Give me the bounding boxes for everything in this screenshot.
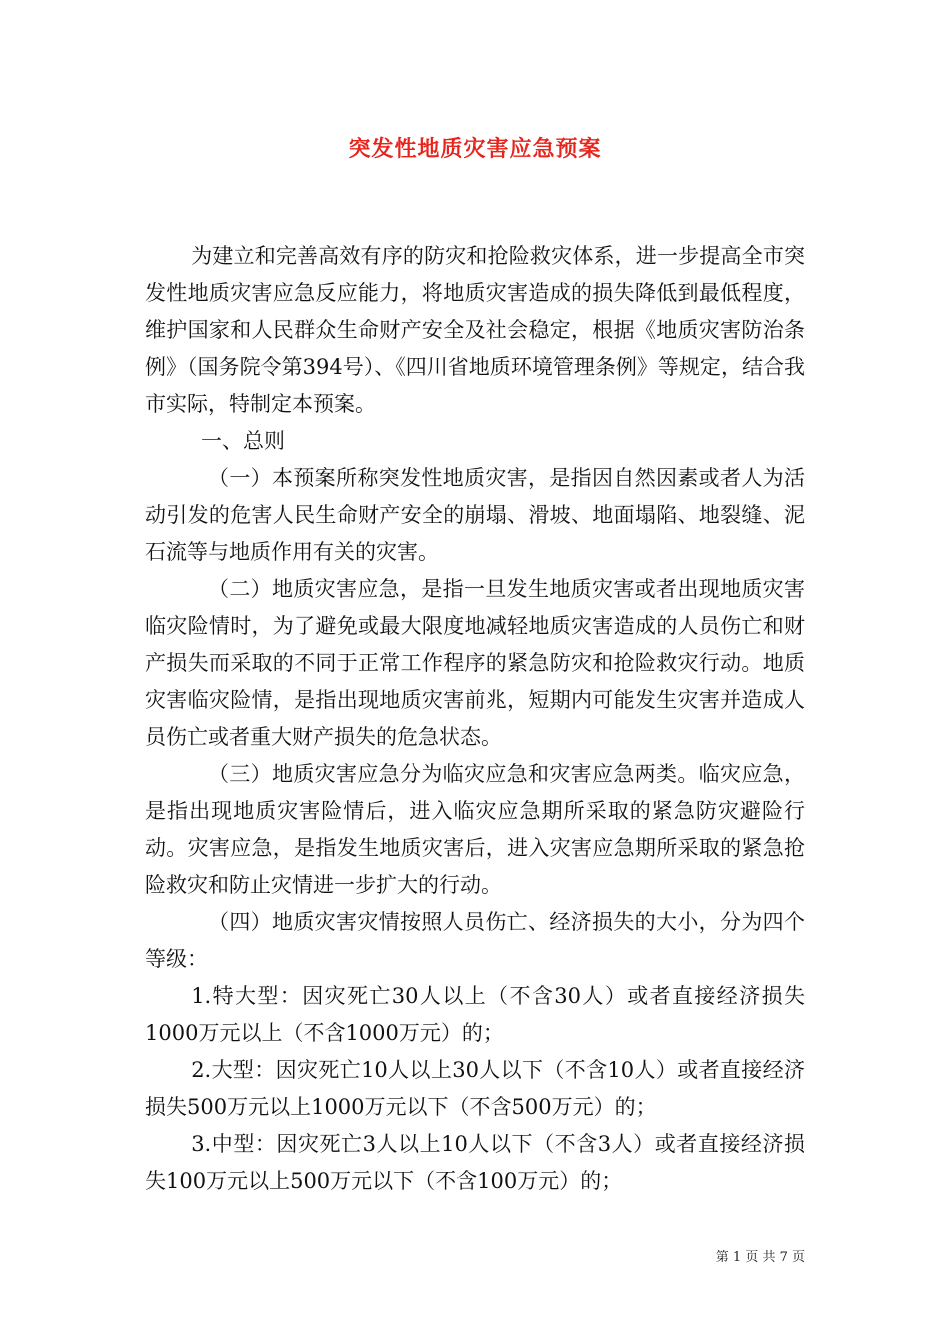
section-heading-general: 一、总则 bbox=[201, 429, 285, 453]
intro-paragraph: 为建立和完善高效有序的防灾和抢险救灾体系，进一步提高全市突发性地质灾害应急反应能力，将地质灾害造成的损失降低到最低程度，维护国家和人民群众生命财产安全及社会稳定，根据《地质灾害防治条例》（国务院令第394号）、《四川省地质环境管理条例》等规定，结合我市实际，特制定本预案。 bbox=[145, 244, 805, 416]
page-number: 第 1 页 共 7 页 bbox=[715, 1250, 805, 1265]
paragraph-levels: （四）地质灾害灾情按照人员伤亡、经济损失的大小，分为四个等级： bbox=[145, 910, 805, 971]
paragraph-emergency: （二）地质灾害应急，是指一旦发生地质灾害或者出现地质灾害临灾险情时，为了避免或最大限度地减轻地质灾害造成的人员伤亡和财产损失而采取的不同于正常工作程序的紧急防灾和抢险救灾行动。地质灾害临灾险情，是指出现地质灾害前兆，短期内可能发生灾害并造成人员伤亡或者重大财产损失的危急状态。 bbox=[145, 577, 805, 749]
list-item-level-2: 2.大型：因灾死亡10人以上30人以下（不含10人）或者直接经济损失500万元以上1000万元以下（不含500万元）的； bbox=[145, 1058, 805, 1119]
list-item-level-3: 3.中型：因灾死亡3人以上10人以下（不含3人）或者直接经济损失100万元以上500万元以下（不含100万元）的； bbox=[145, 1132, 805, 1193]
page-title: 突发性地质灾害应急预案 bbox=[348, 136, 602, 162]
list-item-level-1: 1.特大型：因灾死亡30人以上（不含30人）或者直接经济损失1000万元以上（不含1000万元）的； bbox=[145, 984, 805, 1045]
document-body bbox=[145, 238, 805, 1200]
paragraph-definition: （一）本预案所称突发性地质灾害，是指因自然因素或者人为活动引发的危害人民生命财产安全的崩塌、滑坡、地面塌陷、地裂缝、泥石流等与地质作用有关的灾害。 bbox=[145, 466, 805, 564]
paragraph-categories: （三）地质灾害应急分为临灾应急和灾害应急两类。临灾应急，是指出现地质灾害险情后，进入临灾应急期所采取的紧急防灾避险行动。灾害应急，是指发生地质灾害后，进入灾害应急期所采取的紧急抢险救灾和防止灾情进一步扩大的行动。 bbox=[145, 762, 805, 897]
